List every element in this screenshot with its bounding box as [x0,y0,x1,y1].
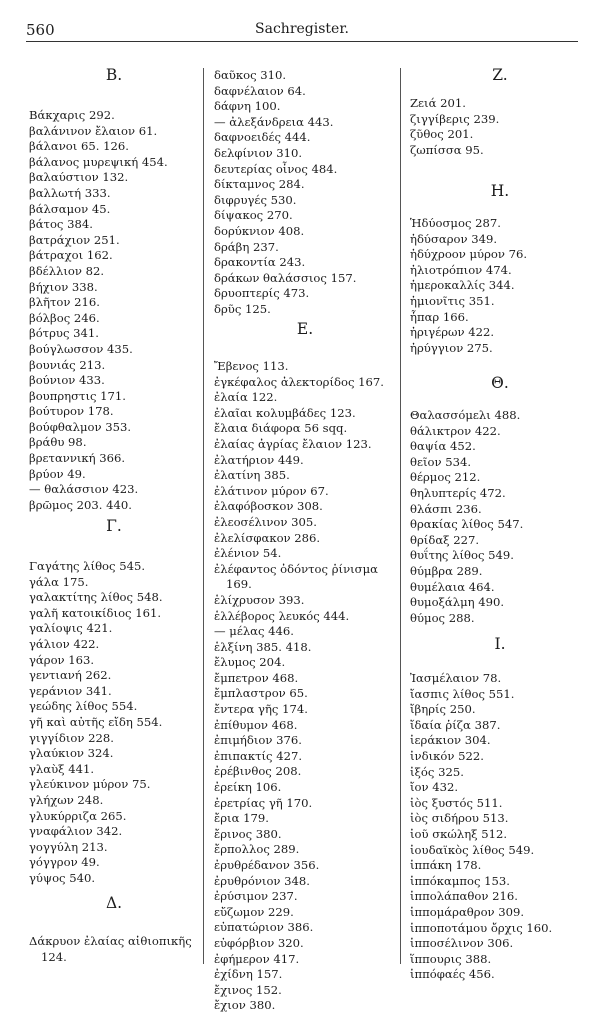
index-entry: ζιγγίβερις 239. [410,111,500,126]
index-entry: ἐλατίνη 385. [214,468,290,483]
index-entry: Γαγάτης λίθος 545. [29,559,146,573]
index-entry: ἰουδαϊκὸς λίθος 549. [410,842,535,857]
index-entry: γῆ καὶ αὐτῆς εἴδη 554. [29,714,163,729]
index-entry: γλυκύρριζα 265. [29,808,127,823]
index-entry: βαλάνινον ἔλαιον 61. [29,123,158,138]
index-entry: ἴασπις λίθος 551. [410,686,515,701]
index-entry: ἵππουρις 388. [410,951,492,966]
index-entry: βρύον 49. [29,466,86,481]
page-header [26,21,578,41]
index-entry: ἔντερα γῆς 174. [214,702,308,717]
index-entry: θύμβρα 289. [410,563,483,578]
index-entry: ἱππάκη 178. [410,858,482,873]
index-entry: δράβη 237. [214,239,279,254]
index-entry: Ζειά 201. [410,96,466,110]
index-entry: γάλιον 422. [29,636,100,651]
index-entry: γεράνιον 341. [29,683,112,698]
index-entry: εὔζωμον 229. [214,904,294,919]
index-entry: γλαύκιον 324. [29,746,114,761]
index-entry: ἡδύχροον μύρον 76. [410,247,528,262]
index-entry: βότρυς 341. [29,326,99,341]
column-divider-left [203,68,204,964]
index-entry: — θαλάσσιον 423. [29,482,139,497]
index-entry: ἴδαία ῥίζα 387. [410,717,501,732]
index-entry: βρεταννική 366. [29,451,126,466]
index-entry: θρακίας λίθος 547. [410,517,524,532]
index-entry: βδέλλιον 82. [29,263,105,278]
index-entry: ἱππόφαές 456. [410,967,495,982]
header-rule [26,41,578,42]
index-entry: ἐρείκη 106. [214,780,282,795]
index-entry: ἰοῦ σκώληξ 512. [410,826,508,841]
index-entry: βούτυρον 178. [29,404,114,419]
index-entry: ζῦθος 201. [410,127,474,142]
index-entry: ἔχινος 152. [214,982,282,997]
index-entry: δάφνη 100. [214,99,281,114]
index-entry: Ἡδύοσμος 287. [410,216,501,230]
index-entry: βάλανοι 65. 126. [29,139,129,154]
index-entry: ἐλέφαντος ὀδόντος ῥίνισμα [214,561,378,576]
index-entry: ἐλελίσφακον 286. [214,530,321,545]
index-entry: ἔχιον 380. [214,998,276,1013]
index-entry: Ἔβενος 113. [214,359,289,373]
index-entry: βρῶμος 203. 440. [29,497,132,512]
index-entry: ἔλαια διάφορα 56 sqq. [214,421,348,436]
entry-list-iota [410,671,590,983]
index-entry: ἱππομάραθρον 309. [410,904,525,919]
index-entry: 124. [41,949,67,964]
index-entry: ἴον 432. [410,780,459,795]
index-entry: ἧπαρ 166. [410,309,469,324]
entry-list-delta [29,934,199,965]
section-heading-b: B. [105,66,123,84]
index-entry: — μέλας 446. [214,624,294,639]
index-entry: ἐλατήριον 449. [214,452,304,467]
index-entry: ἴβηρίς 250. [410,702,476,717]
index-entry: θεῖον 534. [410,454,472,469]
entry-list-e [214,359,396,1014]
index-entry: γόγγρον 49. [29,855,100,870]
index-entry: ἠριγέρων 422. [410,325,495,340]
index-entry: βράθυ 98. [29,435,87,450]
index-entry: γαλῆ κατοικίδιος 161. [29,605,162,620]
index-entry: δράκων θαλάσσιος 157. [214,270,357,285]
index-entry: ἐπίθυμον 468. [214,717,298,732]
index-entry: βάλανος μυρεψική 454. [29,154,168,169]
index-entry: δαφνοειδές 444. [214,130,311,145]
index-entry: ἰὸς ξυστός 511. [410,795,503,810]
index-entry: γογγύλη 213. [29,839,108,854]
entry-list-b [29,108,199,513]
index-entry: δρῦς 125. [214,301,271,316]
index-entry: ἔρπολλος 289. [214,842,300,857]
index-entry: ἡδύσαρον 349. [410,231,498,246]
index-entry: ἔρινος 380. [214,826,282,841]
index-entry: γιγγίδιον 228. [29,730,114,745]
index-entry: — ἀλεξάνδρεια 443. [214,114,334,129]
index-entry: ἐπιπακτίς 427. [214,748,303,763]
index-entry: ἐρετρίας γῆ 170. [214,795,313,810]
index-entry: θυΐτης λίθος 549. [410,548,514,563]
index-entry: ἱπποσέλινον 306. [410,936,514,951]
index-entry: βούγλωσσον 435. [29,341,133,356]
index-entry: δαῦκος 310. [214,68,287,82]
index-entry: θυμέλαια 464. [410,579,495,594]
index-entry: Ἰασμέλαιον 78. [410,671,502,685]
section-heading-gamma: Γ. [106,517,122,535]
entry-list-gamma [29,559,199,886]
index-entry: θάλικτρον 422. [410,423,501,438]
index-entry: γάρον 163. [29,652,95,667]
index-entry: ἔμπετρον 468. [214,670,299,685]
index-entry: θύμος 288. [410,610,475,625]
index-entry: γάλα 175. [29,574,89,589]
section-heading-iota: I. [494,635,506,653]
index-entry: ἡλιοτρόπιον 474. [410,262,512,277]
index-entry: γλήχων 248. [29,792,104,807]
running-title: Sachregister. [255,21,349,37]
index-entry: βάτραχοι 162. [29,248,113,263]
entry-list-eta [410,216,590,356]
index-entry: ἐλαίας ἀγρίας ἔλαιον 123. [214,436,372,451]
index-entry: βαλλωτή 333. [29,185,111,200]
index-entry: εὐφόρβιον 320. [214,935,304,950]
index-entry: βαλαύστιον 132. [29,170,129,185]
index-entry: δίκταμνος 284. [214,177,305,192]
index-entry: γεώδης λίθος 554. [29,699,138,714]
index-entry: γαλίοψις 421. [29,621,113,636]
index-entry: δελφίνιον 310. [214,145,303,160]
index-entry: βήχιον 338. [29,279,98,294]
index-entry: ἰεράκιον 304. [410,733,491,748]
column-divider-right [400,68,401,964]
index-entry: ἐλαία 122. [214,390,278,405]
entry-list-theta [410,408,590,626]
index-entry: βούνιον 433. [29,373,105,388]
index-entry: βόλβος 246. [29,310,100,325]
index-entry: ἔλυμος 204. [214,655,286,670]
index-entry: δρακοντία 243. [214,255,306,270]
index-entry: βουπρηστις 171. [29,388,126,403]
index-entry: ἰνδικόν 522. [410,748,484,763]
index-entry: Θαλασσόμελι 488. [410,408,521,422]
index-entry: ἡμιονῖτις 351. [410,293,495,308]
index-entry: βατράχιον 251. [29,232,120,247]
index-entry: θλάσπι 236. [410,501,482,516]
index-entry: Δάκρυον ἐλαίας αἰθιοπικῆς [29,934,192,948]
index-entry: βλῆτον 216. [29,295,100,310]
index-entry: γύψος 540. [29,870,96,885]
index-entry: ἐχίδνη 157. [214,967,283,982]
index-entry: ἔμπλαστρον 65. [214,686,308,701]
index-entry: Βάκχαρις 292. [29,108,115,122]
index-entry: θηλυπτερίς 472. [410,485,506,500]
index-entry: ἐπιμήδιον 376. [214,733,302,748]
index-entry: 169. [226,577,252,592]
index-entry: βουνιάς 213. [29,357,106,372]
section-heading-z: Z. [492,66,508,84]
index-entry: βάλσαμον 45. [29,201,111,216]
index-entry: θέρμος 212. [410,470,481,485]
index-entry: δίψακος 270. [214,208,293,223]
index-entry: ἐγκέφαλος ἀλεκτορίδος 167. [214,374,384,389]
index-entry: δορύκνιον 408. [214,223,305,238]
index-entry: ἐλαφόβοσκον 308. [214,499,323,514]
index-entry: ἐρύσιμον 237. [214,889,298,904]
index-entry: ἑλξίνη 385. 418. [214,639,312,654]
index-entry: ἐρέβινθος 208. [214,764,302,779]
index-entry: ἔρια 179. [214,811,269,826]
index-entry: διφρυγές 530. [214,192,297,207]
index-entry: γλαὺξ 441. [29,761,95,776]
index-entry: ἑλίχρυσον 393. [214,592,305,607]
index-entry: ἱππολάπαθον 216. [410,889,518,904]
index-entry: γλεύκινον μύρον 75. [29,777,151,792]
section-heading-theta: Θ. [491,374,509,392]
index-entry: γεντιανή 262. [29,668,112,683]
section-heading-delta: Δ. [105,894,123,912]
index-entry: ἱππόκαμπος 153. [410,873,510,888]
entry-list-z [410,96,590,158]
index-entry: δαφνέλαιον 64. [214,83,306,98]
index-entry: θυμοξάλμη 490. [410,595,505,610]
index-entry: ἐλένιον 54. [214,546,282,561]
index-entry: ἐλεοσέλινον 305. [214,514,317,529]
index-entry: δρυοπτερίς 473. [214,286,310,301]
index-entry: ἐλάτινον μύρον 67. [214,483,329,498]
section-heading-eta: H. [490,182,510,200]
index-entry: γαλακτίτης λίθος 548. [29,590,163,605]
index-entry: θαψία 452. [410,439,476,454]
section-heading-e: E. [296,320,314,338]
index-entry: ἐρυθρόνιον 348. [214,873,310,888]
entry-list-delta-cont [214,68,396,318]
index-entry: θρίδαξ 227. [410,532,480,547]
index-entry: ζωπίσσα 95. [410,142,484,157]
index-entry: δευτερίας οἶνος 484. [214,161,338,176]
index-entry: ἠρύγγιον 275. [410,340,493,355]
index-entry: ἐλαῖαι κολυμβάδες 123. [214,405,356,420]
index-entry: ἰξός 325. [410,764,464,779]
index-entry: βάτος 384. [29,217,93,232]
index-entry: ἡμεροκαλλίς 344. [410,278,515,293]
index-entry: ἱπποποτάμου ὄρχις 160. [410,920,553,935]
index-entry: ἐφήμερον 417. [214,951,300,966]
index-entry: βούφθαλμον 353. [29,419,132,434]
index-entry: ἰὸς σιδήρου 513. [410,811,509,826]
index-entry: ἐρυθρέδανον 356. [214,858,320,872]
index-entry: γναφάλιον 342. [29,824,123,839]
index-entry: εὐπατώριον 386. [214,920,314,935]
page-number: 560 [26,21,55,39]
index-entry: ἑλλέβορος λευκός 444. [214,608,350,623]
